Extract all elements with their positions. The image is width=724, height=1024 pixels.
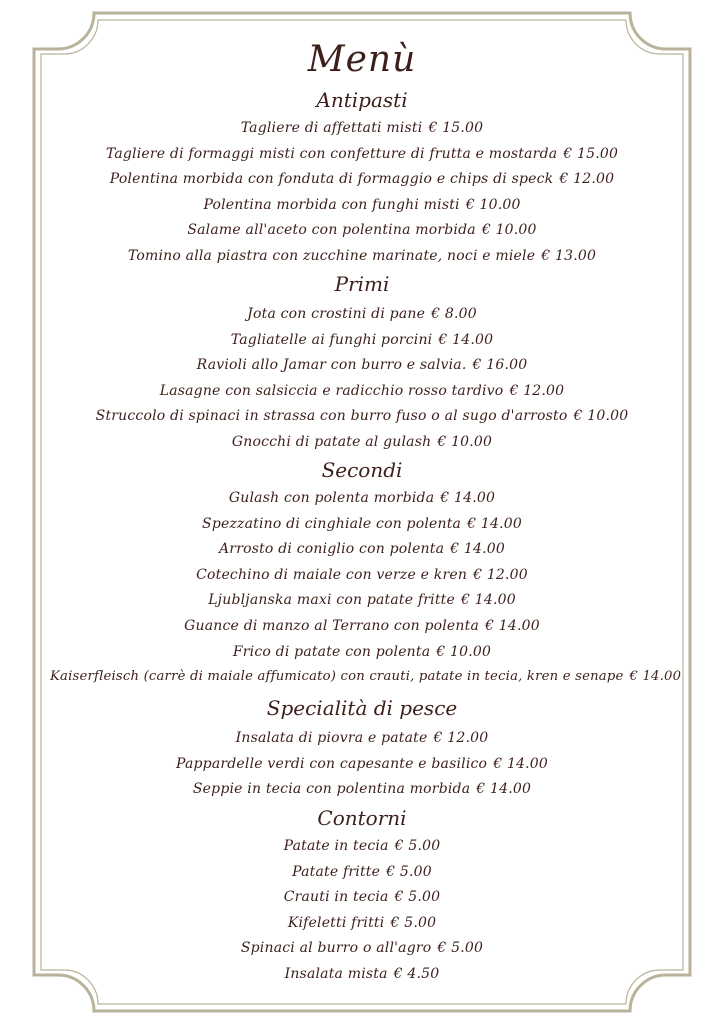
menu-item (50, 964, 674, 984)
menu-item-name: Spezzatino di cinghiale con polenta (202, 515, 462, 532)
menu-item-name: Polentina morbida con funghi misti (203, 196, 460, 213)
menu-item (50, 144, 674, 164)
menu-item-name: Patate fritte (292, 863, 381, 880)
menu-item-price: € 4.50 (393, 966, 440, 982)
menu-item-name: Gnocchi di patate al gulash (231, 434, 432, 450)
menu-item-price: € 15.00 (428, 120, 484, 136)
menu-item-price: € 14.00 (450, 541, 505, 558)
menu-item-name: Ljubljanska maxi con patate fritte (208, 592, 455, 609)
menu-item-price: € 12.00 (473, 566, 528, 583)
menu-item-name: Arrosto di coniglio con polenta (219, 541, 445, 558)
menu-item-price: € 15.00 (563, 145, 619, 162)
menu-item (50, 565, 674, 585)
menu-item (50, 330, 674, 350)
menu-item (50, 220, 674, 240)
menu-item-price: € 5.00 (394, 889, 441, 906)
menu-item-name: Jota con crostini di pane (247, 306, 426, 322)
menu-item-price: € 13.00 (541, 248, 597, 264)
menu-item (50, 488, 674, 508)
menu-item (50, 642, 674, 662)
menu-item-name: Ravioli allo Jamar con burro e salvia. (196, 357, 467, 374)
menu-item-name: Tagliere di formaggi misti con confetture di frutta e mostarda (105, 145, 558, 162)
menu-item-price: € 5.00 (386, 863, 432, 880)
menu-item (50, 514, 674, 534)
menu-item-name: Pappardelle verdi con capesante e basilico (175, 755, 488, 772)
menu-item (50, 938, 674, 958)
section-title: Contorni (317, 806, 407, 830)
menu-item-name: Tagliatelle ai funghi porcini (230, 331, 433, 348)
menu-item (50, 304, 674, 324)
menu-item-price: € 10.00 (436, 643, 492, 660)
menu-item (50, 862, 674, 882)
menu-item-name: Lasagne con salsiccia e radicchio rosso tardivo (159, 382, 504, 399)
menu-item (50, 887, 674, 907)
menu-item (50, 616, 674, 636)
menu-item (50, 246, 674, 266)
menu-item (50, 913, 674, 933)
menu-item (50, 667, 682, 687)
menu-item (50, 406, 674, 426)
menu-item-name: Patate in tecia (283, 838, 389, 854)
menu-item-price: € 14.00 (440, 490, 496, 506)
menu-item (50, 754, 674, 774)
menu-item-price: € 16.00 (472, 357, 528, 374)
menu-item-name: Insalata mista (284, 966, 388, 982)
menu-item (50, 728, 674, 748)
menu-item-price: € 10.00 (481, 222, 537, 239)
menu-item-price: € 12.00 (509, 382, 565, 399)
menu-item (50, 381, 674, 401)
menu-item-name: Spinaci al burro o all'agro (240, 940, 432, 957)
menu-item-price: € 10.00 (437, 434, 493, 450)
menu-item-name: Gulash con polenta morbida (228, 490, 435, 506)
menu-item-price: € 8.00 (431, 306, 477, 322)
menu-item-name: Tagliere di affettati misti (240, 120, 423, 136)
inner-frame-border (41, 20, 683, 1004)
menu-item (50, 195, 674, 215)
menu-item-price: € 10.00 (465, 196, 521, 213)
section-title: Antipasti (316, 88, 408, 112)
menu-item-price: € 12.00 (559, 171, 615, 188)
menu-item-name: Salame all'aceto con polentina morbida (187, 222, 476, 239)
menu-item-name: Kaiserfleisch (carrè di maiale affumicato) con crauti, patate in tecia, kren e senape (50, 669, 624, 685)
menu-item-price: € 5.00 (394, 838, 441, 854)
section-title: Primi (334, 272, 390, 296)
menu-item (50, 836, 674, 856)
menu-item-price: € 14.00 (460, 592, 516, 609)
menu-item-price: € 14.00 (438, 331, 494, 348)
menu-item-name: Struccolo di spinaci in strassa con burro fuso o al sugo d'arrosto (95, 408, 568, 425)
menu-item (50, 539, 674, 559)
menu-item-name: Seppie in tecia con polentina morbida (192, 781, 471, 798)
menu-item-price: € 5.00 (390, 914, 437, 931)
menu-item (50, 590, 674, 610)
menu-title: Menù (307, 39, 417, 80)
section-title: Secondi (321, 458, 403, 482)
menu-item-name: Cotechino di maiale con verze e kren (196, 566, 468, 583)
menu-item-name: Frico di patate con polenta (232, 643, 431, 660)
menu-item (50, 779, 674, 799)
menu-item-price: € 14.00 (467, 515, 522, 532)
menu-item-price: € 14.00 (493, 755, 549, 772)
menu-item (50, 355, 674, 375)
menu-item-name: Insalata di piovra e patate (235, 730, 428, 746)
section-title: Specialità di pesce (266, 696, 458, 720)
menu-item (50, 432, 674, 452)
menu-item-name: Tomino alla piastra con zucchine marinate, noci e miele (127, 248, 536, 264)
menu-item-price: € 14.00 (476, 781, 532, 798)
menu-item (50, 169, 674, 189)
menu-item-name: Guance di manzo al Terrano con polenta (184, 618, 479, 634)
menu-item-price: € 12.00 (433, 730, 489, 746)
menu-item-price: € 10.00 (573, 408, 629, 425)
menu-item-name: Crauti in tecia (283, 889, 389, 906)
menu-item-price: € 14.00 (485, 618, 540, 634)
menu-item-price: € 5.00 (437, 940, 484, 957)
menu-item (50, 118, 674, 138)
menu-item-price: € 14.00 (629, 669, 682, 685)
menu-item-name: Kifeletti fritti (287, 914, 385, 931)
menu-item-name: Polentina morbida con fonduta di formaggio e chips di speck (109, 171, 554, 188)
